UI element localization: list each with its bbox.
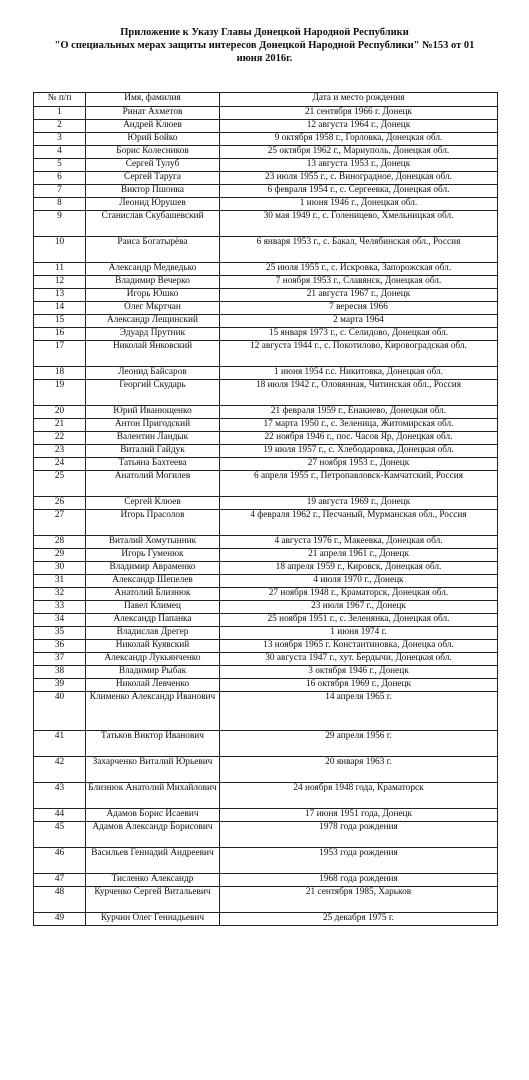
row-birth-info: 19 августа 1969 г., Донецк: [220, 497, 498, 510]
row-birth-info: 27 ноября 1953 г., Донецк: [220, 458, 498, 471]
row-birth-info: 18 июля 1942 г., Оловянная, Читинская обл., Россия: [220, 380, 498, 406]
row-birth-info: 24 ноября 1948 года, Краматорск: [220, 783, 498, 809]
row-birth-info: 21 февраля 1959 г., Енакиево, Донецкая обл.: [220, 406, 498, 419]
row-number: 9: [34, 211, 86, 237]
row-number: 39: [34, 679, 86, 692]
table-row: [34, 679, 498, 692]
column-header-number: № п/п: [34, 93, 86, 107]
header-line-3: июня 2016г.: [236, 53, 293, 64]
row-number: 32: [34, 588, 86, 601]
table-row: [34, 848, 498, 874]
row-birth-info: 30 мая 1949 г., с. Голеницево, Хмельницкая обл.: [220, 211, 498, 237]
row-number: 3: [34, 133, 86, 146]
row-number: 31: [34, 575, 86, 588]
row-number: 7: [34, 185, 86, 198]
row-name: Анатолий Могилев: [86, 471, 220, 497]
row-birth-info: 18 апреля 1959 г., Кировск, Донецкая обл.: [220, 562, 498, 575]
table-row: [34, 874, 498, 887]
row-number: 47: [34, 874, 86, 887]
row-number: 37: [34, 653, 86, 666]
row-number: 14: [34, 302, 86, 315]
table-row: [34, 237, 498, 263]
table-row: [34, 627, 498, 640]
row-number: 25: [34, 471, 86, 497]
row-name: Курченко Сергей Витальевич: [86, 887, 220, 913]
row-birth-info: 3 октября 1946 г., Донецк: [220, 666, 498, 679]
table-row: [34, 575, 498, 588]
table-row: [34, 471, 498, 497]
row-name: Павел Климец: [86, 601, 220, 614]
row-name: Андрей Клюев: [86, 120, 220, 133]
row-number: 10: [34, 237, 86, 263]
row-number: 8: [34, 198, 86, 211]
row-name: Станислав Скубашевский: [86, 211, 220, 237]
row-number: 48: [34, 887, 86, 913]
row-name: Юрий Бойко: [86, 133, 220, 146]
row-name: Владимир Рыбак: [86, 666, 220, 679]
row-name: Ринат Ахметов: [86, 107, 220, 120]
row-birth-info: 4 августа 1976 г., Макеевка, Донецкая обл.: [220, 536, 498, 549]
row-name: Адамов Борис Исаевич: [86, 809, 220, 822]
row-birth-info: 2 марта 1964: [220, 315, 498, 328]
row-number: 38: [34, 666, 86, 679]
row-name: Сергей Клюев: [86, 497, 220, 510]
row-number: 43: [34, 783, 86, 809]
row-number: 20: [34, 406, 86, 419]
row-birth-info: 1 июня 1974 г.: [220, 627, 498, 640]
row-name: Татьков Виктор Иванович: [86, 731, 220, 757]
table-row: [34, 913, 498, 926]
table-row: [34, 666, 498, 679]
column-header-birth: Дата и место рождения: [220, 93, 498, 107]
table-row: [34, 510, 498, 536]
row-name: Александр Шепелев: [86, 575, 220, 588]
row-name: Николай Янковский: [86, 341, 220, 367]
table-row: [34, 172, 498, 185]
row-birth-info: 13 августа 1953 г., Донецк: [220, 159, 498, 172]
table-row: [34, 887, 498, 913]
row-name: Александр Медведько: [86, 263, 220, 276]
row-name: Виталий Хомутынник: [86, 536, 220, 549]
table-row: [34, 367, 498, 380]
row-name: Владимир Вечерко: [86, 276, 220, 289]
row-birth-info: 23 июля 1967 г., Донецк: [220, 601, 498, 614]
row-name: Антон Пригодский: [86, 419, 220, 432]
row-name: Адамов Александр Борисович: [86, 822, 220, 848]
table-row: [34, 432, 498, 445]
row-number: 4: [34, 146, 86, 159]
row-name: Захарченко Виталий Юрьевич: [86, 757, 220, 783]
row-name: Близнюк Анатолий Михайлович: [86, 783, 220, 809]
table-row: [34, 497, 498, 510]
table-row: [34, 120, 498, 133]
row-name: Раиса Богатырёва: [86, 237, 220, 263]
row-birth-info: 1 июня 1946 г., Донецкая обл.: [220, 198, 498, 211]
table-row: [34, 458, 498, 471]
row-birth-info: 21 апреля 1961 г., Донецк: [220, 549, 498, 562]
row-number: 40: [34, 692, 86, 731]
row-name: Леонид Байсаров: [86, 367, 220, 380]
row-number: 1: [34, 107, 86, 120]
table-header-row: [34, 93, 498, 107]
table-row: [34, 588, 498, 601]
row-birth-info: 7 вересня 1966: [220, 302, 498, 315]
row-name: Олег Мкртчан: [86, 302, 220, 315]
table-row: [34, 276, 498, 289]
row-number: 16: [34, 328, 86, 341]
row-birth-info: 27 ноября 1948 г., Краматорск, Донецкая обл.: [220, 588, 498, 601]
table-row: [34, 380, 498, 406]
table-row: [34, 133, 498, 146]
row-number: 34: [34, 614, 86, 627]
row-birth-info: 1968 года рождения: [220, 874, 498, 887]
row-number: 29: [34, 549, 86, 562]
row-number: 15: [34, 315, 86, 328]
row-name: Эдуард Прутник: [86, 328, 220, 341]
row-name: Игорь Прасолов: [86, 510, 220, 536]
row-name: Борис Колесников: [86, 146, 220, 159]
table-row: [34, 640, 498, 653]
table-row: [34, 731, 498, 757]
row-number: 46: [34, 848, 86, 874]
table-row: [34, 302, 498, 315]
row-name: Владимир Авраменко: [86, 562, 220, 575]
table-row: [34, 107, 498, 120]
row-name: Татьяна Бахтеева: [86, 458, 220, 471]
row-birth-info: 25 октября 1962 г., Мариуполь, Донецкая обл.: [220, 146, 498, 159]
row-number: 5: [34, 159, 86, 172]
row-birth-info: 4 февраля 1962 г., Песчаный, Мурманская обл., Россия: [220, 510, 498, 536]
row-name: Виталий Гайдук: [86, 445, 220, 458]
row-name: Александр Лукьянченко: [86, 653, 220, 666]
row-number: 42: [34, 757, 86, 783]
row-number: 44: [34, 809, 86, 822]
row-birth-info: 20 января 1963 г.: [220, 757, 498, 783]
row-name: Курчин Олег Геннадьевич: [86, 913, 220, 926]
row-number: 35: [34, 627, 86, 640]
row-name: Александр Папанка: [86, 614, 220, 627]
row-birth-info: 6 января 1953 г., с. Бакал, Челябинская обл., Россия: [220, 237, 498, 263]
row-number: 12: [34, 276, 86, 289]
table-row: [34, 653, 498, 666]
row-name: Васильев Геннадий Андреевич: [86, 848, 220, 874]
table-row: [34, 315, 498, 328]
row-name: Александр Лещинский: [86, 315, 220, 328]
row-number: 30: [34, 562, 86, 575]
row-number: 27: [34, 510, 86, 536]
table-row: [34, 692, 498, 731]
row-birth-info: 1953 года рождения: [220, 848, 498, 874]
row-birth-info: 19 июля 1957 г., с. Хлебодаровка, Донецкая обл.: [220, 445, 498, 458]
table-row: [34, 562, 498, 575]
row-birth-info: 12 августа 1964 г., Донецк: [220, 120, 498, 133]
row-birth-info: 4 июля 1970 г., Донецк: [220, 575, 498, 588]
table-row: [34, 445, 498, 458]
row-birth-info: 29 апреля 1956 г.: [220, 731, 498, 757]
table-row: [34, 783, 498, 809]
row-name: Тисленко Александр: [86, 874, 220, 887]
table-row: [34, 822, 498, 848]
row-name: Леонид Юрушев: [86, 198, 220, 211]
row-birth-info: 13 ноября 1965 г. Константиновка, Донецка обл.: [220, 640, 498, 653]
table-row: [34, 549, 498, 562]
row-number: 6: [34, 172, 86, 185]
row-birth-info: 21 августа 1967 г., Донецк: [220, 289, 498, 302]
row-birth-info: 25 декабря 1975 г.: [220, 913, 498, 926]
row-number: 33: [34, 601, 86, 614]
table-row: [34, 406, 498, 419]
row-name: Игорь Юшко: [86, 289, 220, 302]
row-birth-info: 9 октября 1958 г., Горловка, Донецкая обл.: [220, 133, 498, 146]
table-row: [34, 757, 498, 783]
row-birth-info: 1978 года рождения: [220, 822, 498, 848]
row-birth-info: 6 апреля 1955 г., Петропавловск-Камчатский, Россия: [220, 471, 498, 497]
row-birth-info: 23 июля 1955 г., с. Виноградное, Донецкая обл.: [220, 172, 498, 185]
row-birth-info: 25 ноября 1951 г., с. Зеленянка, Донецкая обл.: [220, 614, 498, 627]
row-name: Юрий Иванющенко: [86, 406, 220, 419]
row-birth-info: 14 апреля 1965 г.: [220, 692, 498, 731]
table-row: [34, 159, 498, 172]
row-number: 17: [34, 341, 86, 367]
row-number: 28: [34, 536, 86, 549]
header-line-1: Приложение к Указу Главы Донецкой Народной Республики: [120, 27, 409, 38]
row-name: Анатолий Близнюк: [86, 588, 220, 601]
row-name: Валентин Ландык: [86, 432, 220, 445]
row-number: 22: [34, 432, 86, 445]
row-name: Николай Левченко: [86, 679, 220, 692]
header-line-2: "О специальных мерах защиты интересов Донецкой Народной Республики" №153 от 01: [54, 40, 475, 51]
table-row: [34, 185, 498, 198]
row-birth-info: 12 августа 1944 г., с. Покотилово, Кировоградская обл.: [220, 341, 498, 367]
row-number: 26: [34, 497, 86, 510]
table-row: [34, 289, 498, 302]
row-birth-info: 17 марта 1950 г., с. Зеленица, Житомирская обл.: [220, 419, 498, 432]
table-row: [34, 536, 498, 549]
table-row: [34, 211, 498, 237]
row-number: 45: [34, 822, 86, 848]
row-name: Виктор Пшонка: [86, 185, 220, 198]
row-birth-info: 21 сентября 1966 г. Донецк: [220, 107, 498, 120]
table-row: [34, 809, 498, 822]
row-birth-info: 21 сентября 1985, Харьков: [220, 887, 498, 913]
row-birth-info: 6 февраля 1954 г., с. Сергеевка, Донецкая обл.: [220, 185, 498, 198]
table-row: [34, 419, 498, 432]
persons-table: [33, 92, 498, 926]
table-row: [34, 601, 498, 614]
row-name: Николай Куявский: [86, 640, 220, 653]
row-number: 2: [34, 120, 86, 133]
row-birth-info: 17 июня 1951 года, Донецк: [220, 809, 498, 822]
table-row: [34, 198, 498, 211]
table-body: [34, 107, 498, 926]
table-row: [34, 263, 498, 276]
row-birth-info: 7 ноября 1953 г., Славянск, Донецкая обл.: [220, 276, 498, 289]
row-number: 23: [34, 445, 86, 458]
table-row: [34, 146, 498, 159]
row-birth-info: 22 ноября 1946 г., пос. Часов Яр, Донецкая обл.: [220, 432, 498, 445]
row-birth-info: 30 августа 1947 г., хут. Бердычи, Донецкая обл.: [220, 653, 498, 666]
row-name: Сергей Тулуб: [86, 159, 220, 172]
row-number: 49: [34, 913, 86, 926]
row-number: 13: [34, 289, 86, 302]
table-row: [34, 614, 498, 627]
row-birth-info: 16 октября 1969 г., Донецк: [220, 679, 498, 692]
row-number: 19: [34, 380, 86, 406]
row-name: Игорь Гуменюк: [86, 549, 220, 562]
column-header-name: Имя, фамилия: [86, 93, 220, 107]
table-row: [34, 328, 498, 341]
row-name: Георгий Скударь: [86, 380, 220, 406]
row-number: 18: [34, 367, 86, 380]
row-birth-info: 1 июня 1954 г.с. Никитовка, Донецкая обл.: [220, 367, 498, 380]
row-name: Владислав Дрегер: [86, 627, 220, 640]
row-birth-info: 15 января 1973 г., с. Селидово, Донецкая обл.: [220, 328, 498, 341]
row-number: 24: [34, 458, 86, 471]
row-birth-info: 25 июля 1955 г., с. Искровка, Запорожская обл.: [220, 263, 498, 276]
row-number: 11: [34, 263, 86, 276]
row-name: Сергей Таруга: [86, 172, 220, 185]
row-number: 36: [34, 640, 86, 653]
document-header: [0, 26, 529, 65]
row-number: 21: [34, 419, 86, 432]
row-name: Клименко Александр Иванович: [86, 692, 220, 731]
row-number: 41: [34, 731, 86, 757]
table-row: [34, 341, 498, 367]
